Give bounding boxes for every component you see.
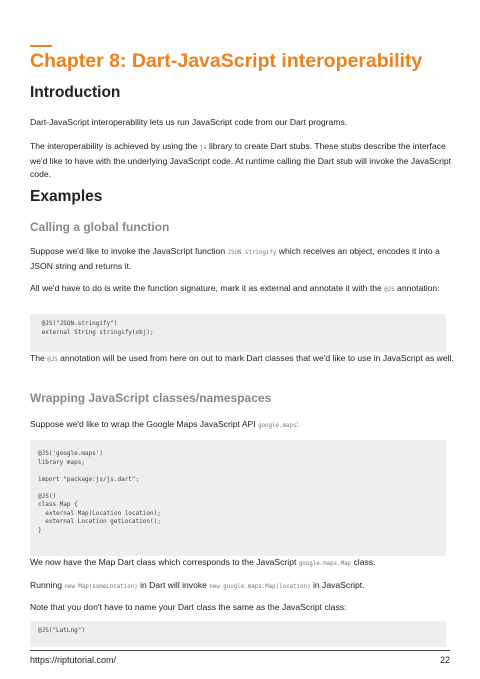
heading-wrapping-classes: Wrapping JavaScript classes/namespaces bbox=[30, 391, 272, 405]
inline-code: @JS bbox=[47, 357, 58, 363]
intro-paragraph-2 bbox=[30, 140, 455, 181]
text-span: We now have the Map Dart class which corresponds to the JavaScript bbox=[30, 557, 299, 567]
page-number: 22 bbox=[439, 655, 450, 665]
code-block-latlng: @JS("LatLng") bbox=[30, 621, 446, 647]
code-block-stringify: @JS("JSON.stringify") external String stringify(obj); bbox=[30, 314, 446, 352]
inline-code: JSON.stringify bbox=[227, 250, 277, 256]
text-span: in JavaScript. bbox=[310, 580, 365, 590]
code-block-google-maps: @JS('google.maps') library maps; import "package:js/js.dart"; @JS() class Map { external Map(Location location); external Location getLocation(); } bbox=[30, 440, 446, 556]
wrapping-paragraph-4: Note that you don't have to name your Dart class the same as the JavaScript class: bbox=[30, 602, 347, 612]
text-span: in Dart will invoke bbox=[137, 580, 210, 590]
text-span: which receives an object, encodes it into a JSON string and returns it. bbox=[30, 246, 440, 271]
global-paragraph-2 bbox=[30, 282, 455, 297]
text-span: Suppose we'd like to invoke the JavaScript function bbox=[30, 246, 228, 256]
text-span: The interoperability is achieved by using the bbox=[30, 141, 200, 151]
chapter-title: Chapter 8: Dart-JavaScript interoperability bbox=[30, 50, 423, 72]
footer-url[interactable]: https://riptutorial.com/ bbox=[30, 655, 117, 665]
text-span: The bbox=[30, 353, 48, 363]
text-span: annotation will be used from here on out to mark Dart classes that we'd like to use in JavaScript as well. bbox=[57, 353, 454, 363]
text-span: All we'd have to do is write the function signature, mark it as external and annotate it with the bbox=[30, 283, 385, 293]
text-span: library to create Dart stubs. These stubs describe the interface we'd like to have with the underlying JavaScript code. At runtime calling the Dart stub will invoke the JavaScript code. bbox=[30, 141, 452, 179]
text-span: : bbox=[296, 419, 299, 429]
chapter-accent-rule bbox=[30, 45, 52, 47]
heading-examples: Examples bbox=[30, 188, 103, 205]
wrapping-paragraph-2 bbox=[30, 556, 455, 571]
inline-code: @JS bbox=[384, 287, 395, 293]
wrapping-paragraph-3 bbox=[30, 579, 455, 594]
wrapping-paragraph-1 bbox=[30, 418, 455, 433]
text-span: class. bbox=[351, 557, 376, 567]
footer-divider bbox=[30, 650, 450, 651]
global-paragraph-3 bbox=[30, 352, 455, 367]
inline-code: js bbox=[199, 145, 207, 151]
inline-code: new google.maps.Map(location) bbox=[209, 584, 311, 590]
inline-code: google.maps.Map bbox=[298, 561, 352, 567]
intro-paragraph-1: Dart-JavaScript interoperability lets us run JavaScript code from our Dart programs. bbox=[30, 117, 348, 127]
heading-calling-global-function: Calling a global function bbox=[30, 220, 170, 234]
text-span: Suppose we'd like to wrap the Google Maps JavaScript API bbox=[30, 419, 259, 429]
text-span: annotation: bbox=[394, 283, 440, 293]
global-paragraph-1 bbox=[30, 245, 455, 273]
inline-code: google.maps bbox=[258, 423, 297, 429]
inline-code: new Map(someLocation) bbox=[64, 584, 138, 590]
heading-introduction: Introduction bbox=[30, 84, 121, 101]
text-span: Running bbox=[30, 580, 65, 590]
